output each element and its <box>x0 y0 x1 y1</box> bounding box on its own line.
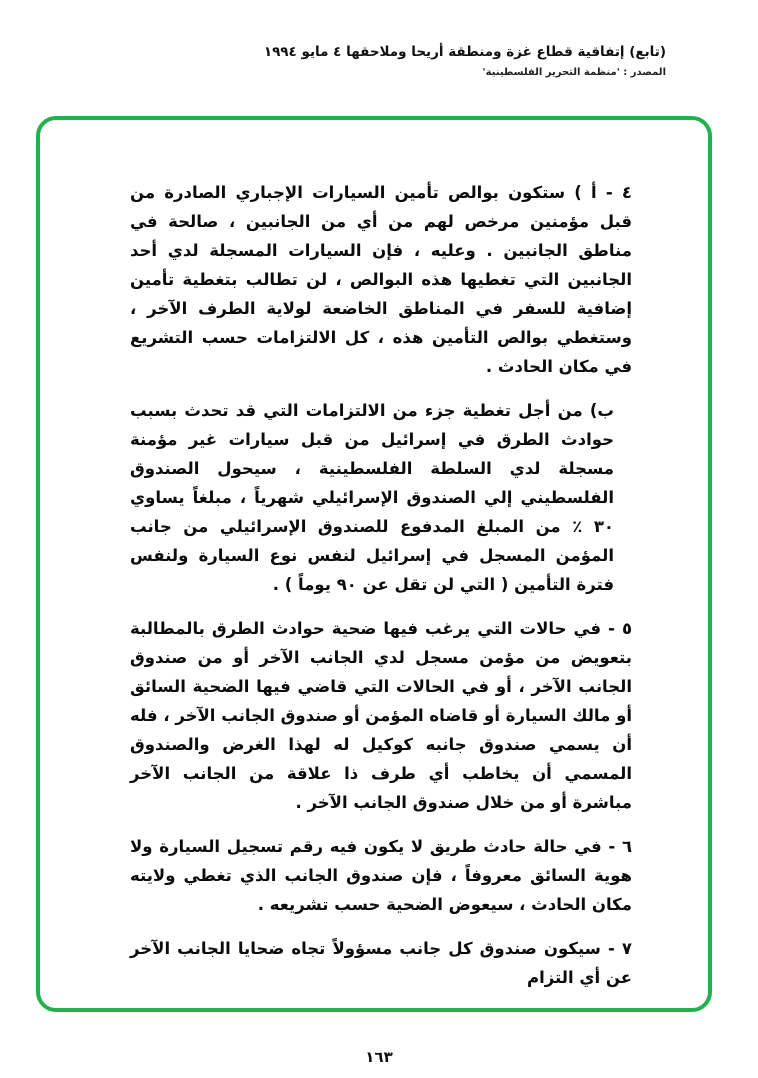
paragraph-6 <box>130 832 632 919</box>
document-frame <box>36 116 712 1012</box>
paragraph-marker: ٧ - <box>607 939 632 958</box>
paragraph-text: في حالات التي يرغب فيها ضحية حوادث الطرق بالمطالبة بتعويض من مؤمن مسجل لدي الجانب الآخر أو من صندوق الجانب الآخر ، أو في الحالات التي قاضي فيها الضحية السائق أو مالك السيارة أو قاضاه المؤمن أو صندوق الجانب الآخر ، فله أن يسمي صندوق جانبه كوكيل له لهذا الغرض والصندوق المسمي أن يخاطب أي طرف ذا علاقة من الجانب الآخر مباشرة أو من خلال صندوق الجانب الآخر . <box>130 619 632 812</box>
page-number: ١٦٣ <box>365 1048 393 1066</box>
paragraph-text: من أجل تغطية جزء من الالتزامات التي قد تحدث بسبب حوادث الطرق في إسرائيل من قبل سيارات غير مؤمنة مسجلة لدي السلطة الفلسطينية ، سيحول الصندوق الفلسطيني إلي الصندوق الإسرائيلي شهرياً ، مبلغاً يساوي ٣٠ ٪ من المبلغ المدفوع للصندوق الإسرائيلي من جانب المؤمن المسجل في إسرائيل لنفس نوع السيارة ولنفس فترة التأمين ( التي لن تقل عن ٩٠ يوماً ) . <box>130 401 614 594</box>
page-footer <box>0 1047 758 1066</box>
paragraph-4b <box>130 396 614 599</box>
paragraph-marker: ٥ - <box>608 619 633 638</box>
page-header <box>264 44 666 78</box>
header-source: المصدر : 'منظمة التحرير الفلسطينية' <box>482 67 666 78</box>
paragraph-marker: ٤ - أ ) <box>574 183 632 202</box>
paragraph-4a <box>130 178 632 381</box>
paragraph-7 <box>130 934 632 992</box>
document-content <box>130 178 632 1007</box>
paragraph-5 <box>130 614 632 817</box>
paragraph-marker: ٦ - <box>608 837 633 856</box>
paragraph-text: ستكون بوالص تأمين السيارات الإجباري الصادرة من قبل مؤمنين مرخص لهم من أي من الجانبين ، صالحة في مناطق الجانبين . وعليه ، فإن السيارات المسجلة لدي أحد الجانبين التي تغطيها هذه البوالص ، لن تطالب بتغطية تأمين إضافية للسفر في المناطق الخاضعة لولاية الطرف الآخر ، وستغطي بوالص التأمين هذه ، كل الالتزامات حسب التشريع في مكان الحادث . <box>130 183 632 376</box>
paragraph-text: في حالة حادث طريق لا يكون فيه رقم تسجيل السيارة ولا هوية السائق معروفاً ، فإن صندوق الجانب الذي تغطي ولايته مكان الحادث ، سيعوض الضحية حسب تشريعه . <box>130 837 632 914</box>
paragraph-marker: ب) <box>589 401 614 420</box>
header-title: (تابع) إتفاقية قطاع غزة ومنطقة أريحا وملاحقها ٤ مايو ١٩٩٤ <box>263 44 666 60</box>
paragraph-text: سيكون صندوق كل جانب مسؤولاً تجاه ضحايا الجانب الآخر عن أي التزام <box>130 939 632 987</box>
